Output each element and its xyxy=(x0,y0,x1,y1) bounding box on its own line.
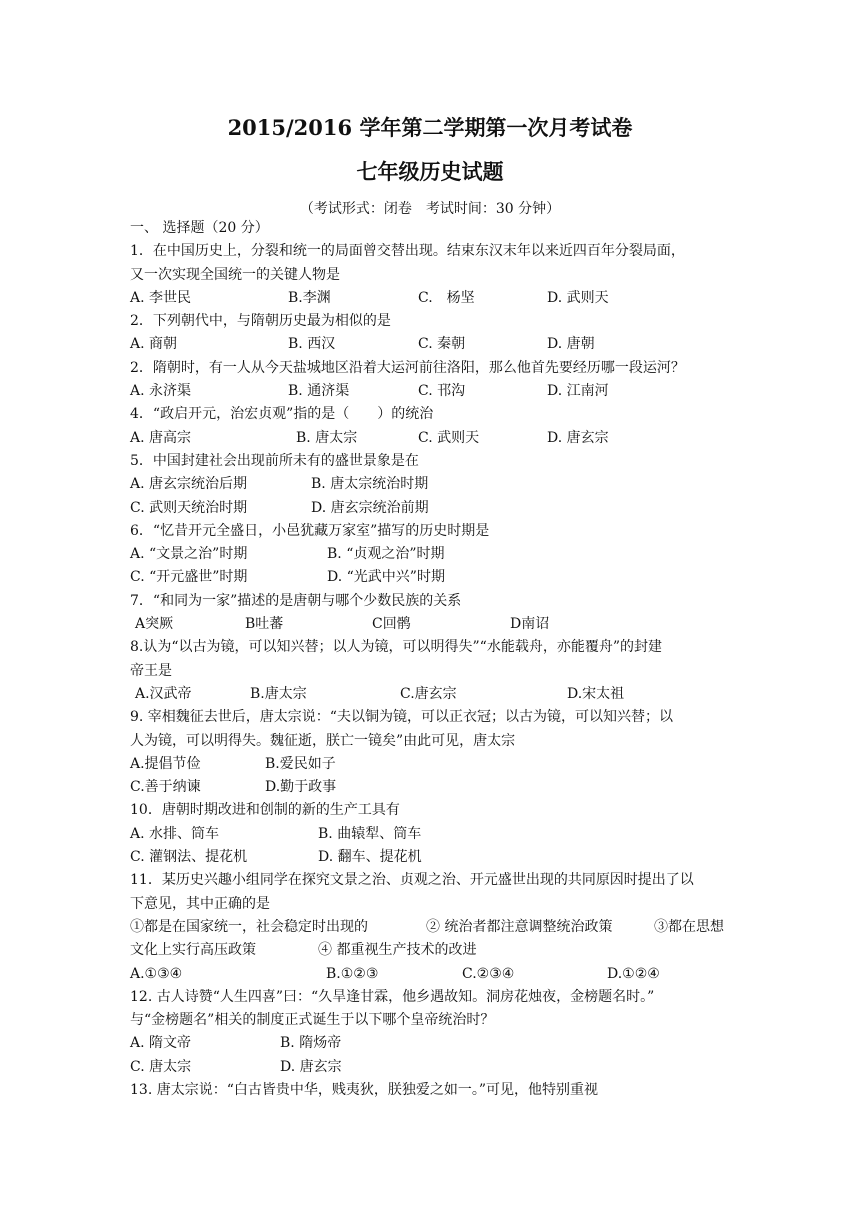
answer-option: ③都在思想 xyxy=(654,918,724,935)
answer-option: B.唐太宗 xyxy=(250,685,307,702)
answer-option: C. “开元盛世”时期 xyxy=(130,569,248,586)
question-text-line: 11．某历史兴趣小组同学在探究文景之治、贞观之治、开元盛世出现的共同原因时提出了以 xyxy=(130,872,694,889)
question-text-line: 下意见，其中正确的是 xyxy=(130,895,270,912)
answer-option: D. 武则天 xyxy=(547,289,609,306)
answer-option: C. 武则天 xyxy=(418,429,480,446)
answer-option: D. 翻车、提花机 xyxy=(318,849,422,866)
answer-option: B.爱民如子 xyxy=(265,755,336,772)
question-text-line: 1．在中国历史上，分裂和统一的局面曾交替出现。结束东汉末年以来近四百年分裂局面， xyxy=(130,243,685,260)
question-text-line: 6．“忆昔开元全盛日，小邑犹藏万家室”描写的历史时期是 xyxy=(130,522,490,539)
question-text-line: 13. 唐太宗说：“白古皆贵中华，贱夷狄，朕独爱之如一。”可见，他特别重视 xyxy=(130,1081,599,1098)
answer-option: D南诏 xyxy=(510,616,550,633)
answer-option: A. 唐玄宗统治后期 xyxy=(130,476,248,493)
answer-option: D. “光武中兴”时期 xyxy=(327,569,445,586)
answer-option: A.汉武帝 xyxy=(135,685,192,702)
answer-option: A. 水排、筒车 xyxy=(130,825,220,842)
answer-options-line xyxy=(130,753,740,776)
answer-option: C. 秦朝 xyxy=(418,336,466,353)
answer-option: C.唐玄宗 xyxy=(400,685,457,702)
answer-option: B. 西汉 xyxy=(288,336,336,353)
answer-options-line xyxy=(130,427,740,450)
answer-option: B.①②③ xyxy=(326,965,379,982)
answer-option: A. 商朝 xyxy=(130,336,178,353)
answer-options-line xyxy=(130,543,740,566)
answer-option: A. “文景之治”时期 xyxy=(130,546,248,563)
answer-option: B. “贞观之治”时期 xyxy=(327,546,445,563)
answer-options-line xyxy=(130,963,740,986)
exam-info: （考试形式：闭卷 考试时间：30 分钟） xyxy=(299,201,561,217)
exam-title: 2015/2016 学年第二学期第一次月考试卷 xyxy=(227,115,633,140)
question-text-line: 一、 选择题（20 分） xyxy=(130,220,269,236)
question-text-line: 人为镜，可以明得失。魏征逝，朕亡一镜矣”由此可见，唐太宗 xyxy=(130,732,516,749)
answer-options-line xyxy=(130,380,740,403)
answer-option: C回鹘 xyxy=(372,616,411,633)
answer-options-line xyxy=(130,776,740,799)
answer-option: B. 唐太宗统治时期 xyxy=(311,476,429,493)
question-list xyxy=(130,217,740,1102)
answer-option: ④ 都重视生产技术的改进 xyxy=(318,942,477,959)
answer-option: C.善于纳谏 xyxy=(130,779,201,796)
answer-option: A.提倡节俭 xyxy=(130,755,201,772)
answer-options-line xyxy=(130,333,740,356)
answer-option: A. 唐高宗 xyxy=(130,429,192,446)
answer-options-line xyxy=(130,823,740,846)
answer-option: C.②③④ xyxy=(462,965,515,982)
question-text-line: 4．“政启开元，治宏贞观”指的是（ ）的统治 xyxy=(130,406,434,423)
answer-options-line xyxy=(130,473,740,496)
answer-option: C. 杨坚 xyxy=(418,289,475,306)
answer-option: D.勤于政事 xyxy=(265,779,337,796)
answer-option: A. 永济渠 xyxy=(130,383,192,400)
answer-option: D.宋太祖 xyxy=(567,685,625,702)
answer-options-line xyxy=(130,497,740,520)
question-text-line: 2．隋朝时，有一人从今天盐城地区沿着大运河前往洛阳，那么他首先要经历哪一段运河？ xyxy=(130,359,685,376)
answer-option: C. 邗沟 xyxy=(418,383,466,400)
answer-options-line xyxy=(130,566,740,589)
answer-option: ② 统治者都注意调整统治政策 xyxy=(426,918,613,935)
answer-option: A.①③④ xyxy=(130,965,183,982)
answer-option: 文化上实行高压政策 xyxy=(130,942,256,959)
question-text-line: 帝王是 xyxy=(130,662,172,679)
answer-option: B. 唐太宗 xyxy=(296,429,358,446)
answer-option: D.①②④ xyxy=(607,965,660,982)
answer-options-line xyxy=(130,683,740,706)
answer-option: D. 江南河 xyxy=(547,383,609,400)
question-text-line: 10．唐朝时期改进和创制的新的生产工具有 xyxy=(130,802,400,819)
answer-options-line xyxy=(130,613,740,636)
question-text-line: 2．下列朝代中，与隋朝历史最为相似的是 xyxy=(130,313,391,330)
question-text-line: 又一次实现全国统一的关键人物是 xyxy=(130,266,340,283)
answer-option: A. 隋文帝 xyxy=(130,1035,192,1052)
exam-subtitle: 七年级历史试题 xyxy=(356,159,504,184)
answer-options-line xyxy=(130,1056,740,1079)
answer-option: A. 李世民 xyxy=(130,289,192,306)
answer-option: D. 唐朝 xyxy=(547,336,595,353)
answer-option: B. 曲辕犁、筒车 xyxy=(318,825,422,842)
question-text-line: 与“金榜题名”相关的制度正式诞生于以下哪个皇帝统治时？ xyxy=(130,1012,495,1029)
answer-option: D. 唐玄宗统治前期 xyxy=(311,499,429,516)
question-text-line: 5．中国封建社会出现前所未有的盛世景象是在 xyxy=(130,452,419,469)
answer-options-line xyxy=(130,939,740,962)
answer-option: B. 通济渠 xyxy=(288,383,350,400)
question-text-line: 9. 宰相魏征去世后，唐太宗说：“夫以铜为镜，可以正衣冠；以古为镜，可以知兴替；以 xyxy=(130,709,673,726)
answer-option: B. 隋炀帝 xyxy=(280,1035,342,1052)
answer-option: B吐蕃 xyxy=(245,616,284,633)
question-text-line: 12. 古人诗赞“人生四喜”曰：“久旱逢甘霖，他乡遇故知。洞房花烛夜，金榜题名时。” xyxy=(130,988,655,1005)
answer-option: C. 灌钢法、提花机 xyxy=(130,849,248,866)
answer-option: D. 唐玄宗 xyxy=(547,429,609,446)
answer-option: A突厥 xyxy=(135,616,174,633)
question-text-line: 7．“和同为一家”描述的是唐朝与哪个少数民族的关系 xyxy=(130,592,462,609)
answer-options-line xyxy=(130,916,740,939)
answer-options-line xyxy=(130,287,740,310)
answer-option: C. 武则天统治时期 xyxy=(130,499,248,516)
answer-option: ①都是在国家统一，社会稳定时出现的 xyxy=(130,918,368,935)
answer-option: C. 唐太宗 xyxy=(130,1058,192,1075)
question-text-line: 8.认为“以古为镜，可以知兴替；以人为镜，可以明得失”“水能载舟，亦能覆舟”的封建 xyxy=(130,639,662,656)
answer-option: B.李渊 xyxy=(288,289,331,306)
answer-options-line xyxy=(130,846,740,869)
answer-option: D. 唐玄宗 xyxy=(280,1058,342,1075)
answer-options-line xyxy=(130,1032,740,1055)
